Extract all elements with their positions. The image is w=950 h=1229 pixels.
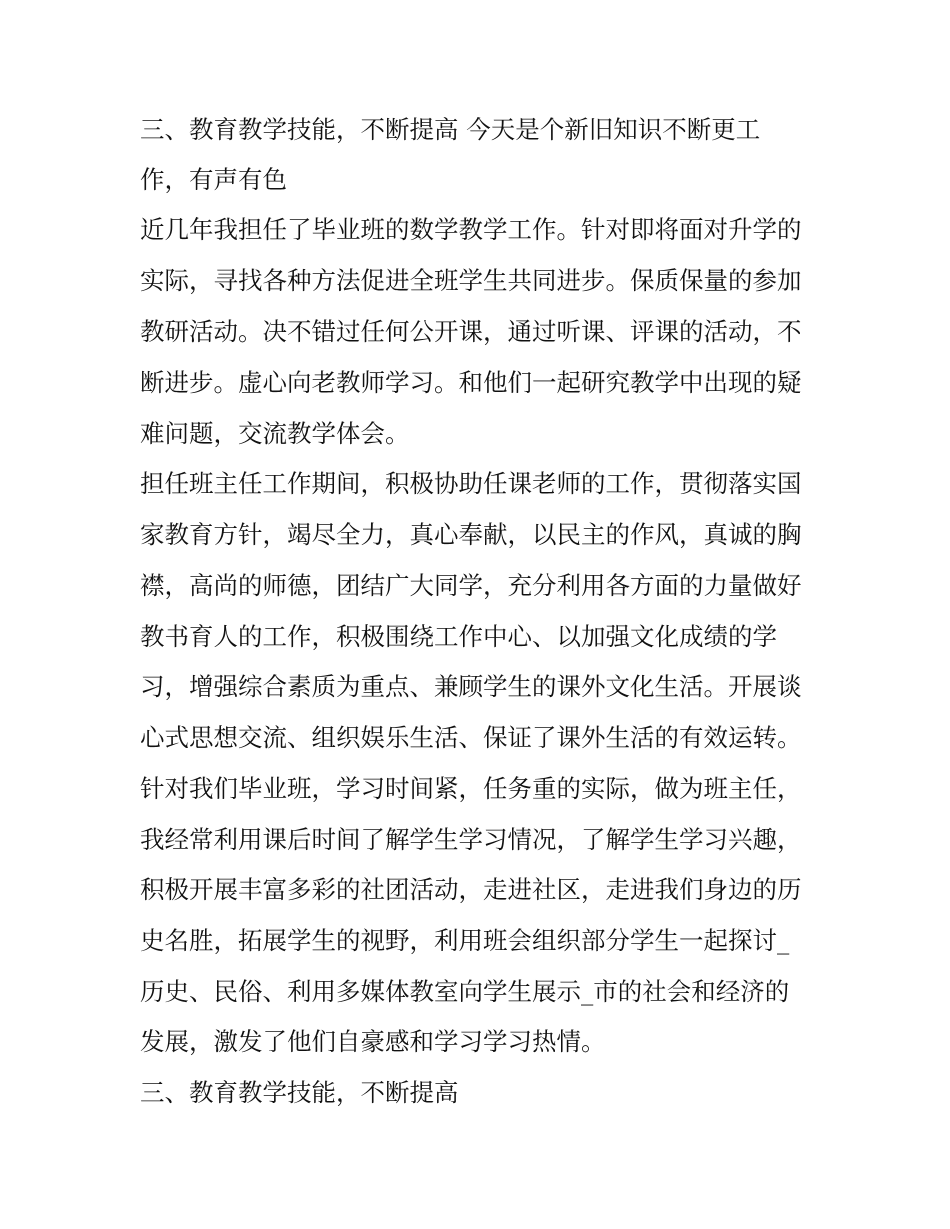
- text-line: 心式思想交流、组织娱乐生活、保证了课外生活的有效运转。: [140, 723, 802, 752]
- text-line: 担任班主任工作期间，积极协助任课老师的工作，贯彻落实国: [140, 469, 802, 498]
- text-line: 近几年我担任了毕业班的数学教学工作。针对即将面对升学的: [140, 215, 802, 244]
- text-line: 我经常利用课后时间了解学生学习情况，了解学生学习兴趣，: [140, 825, 802, 854]
- text-line: 积极开展丰富多彩的社团活动，走进社区，走进我们身边的历: [140, 875, 802, 904]
- text-line: 实际，寻找各种方法促进全班学生共同进步。保质保量的参加: [140, 266, 802, 295]
- text-line: 教研活动。决不错过任何公开课，通过听课、评课的活动，不: [140, 317, 802, 346]
- section-heading-line: 三、教育教学技能，不断提高: [140, 1078, 459, 1107]
- text-line: 教书育人的工作，积极围绕工作中心、以加强文化成绩的学: [140, 622, 777, 651]
- text-line: 针对我们毕业班，学习时间紧，任务重的实际，做为班主任，: [140, 774, 802, 803]
- text-line: 发展，激发了他们自豪感和学习学习热情。: [140, 1027, 606, 1056]
- text-line: 断进步。虚心向老教师学习。和他们一起研究教学中出现的疑: [140, 368, 802, 397]
- text-line: 作，有声有色: [140, 165, 287, 194]
- text-line: 史名胜，拓展学生的视野，利用班会组织部分学生一起探讨_: [140, 926, 790, 955]
- text-line: 历史、民俗、利用多媒体教室向学生展示_市的社会和经济的: [140, 977, 790, 1006]
- text-line: 家教育方针，竭尽全力，真心奉献，以民主的作风，真诚的胸: [140, 520, 802, 549]
- section-heading-line: 三、教育教学技能，不断提高 今天是个新旧知识不断更工: [140, 115, 761, 144]
- text-line: 难问题，交流教学体会。: [140, 419, 410, 448]
- text-line: 襟，高尚的师德，团结广大同学，充分利用各方面的力量做好: [140, 571, 802, 600]
- text-line: 习，增强综合素质为重点、兼顾学生的课外文化生活。开展谈: [140, 672, 802, 701]
